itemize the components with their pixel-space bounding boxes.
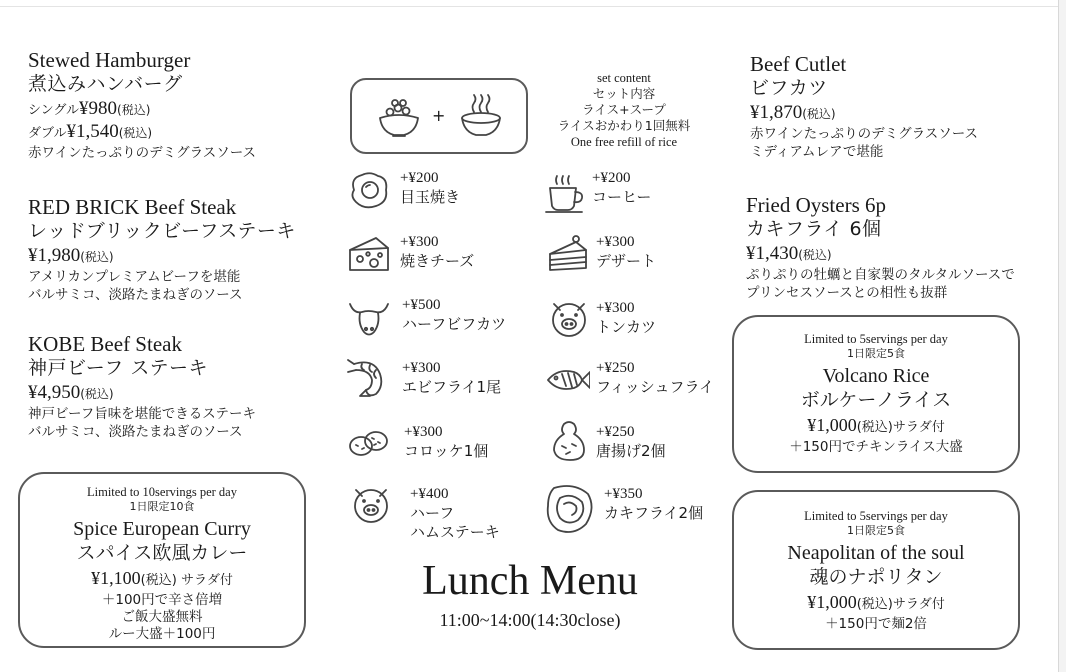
item-name-en: Beef Cutlet <box>750 52 847 76</box>
item-name-jp: カキフライ 6個 <box>746 218 882 240</box>
cow-head-icon <box>346 296 392 340</box>
menu-item-beef-cutlet <box>750 52 978 161</box>
item-description: バルサミコ、淡路たまねぎのソース <box>28 424 243 440</box>
set-content-jp: セット内容 <box>592 86 656 101</box>
menu-item-stewed-hamburger <box>28 48 256 162</box>
item-description: ぷりぷりの牡蠣と自家製のタルタルソースで <box>746 267 1015 283</box>
special-name-jp: ボルケーノライス <box>800 389 952 411</box>
option-price: +¥300 <box>400 234 439 250</box>
item-name-jp: 煮込みハンバーグ <box>28 73 183 95</box>
oyster-icon <box>544 482 596 536</box>
option-name: コロッケ1個 <box>404 442 489 460</box>
menu-item-kobe-steak <box>28 332 256 441</box>
menu-title: Lunch Menu <box>422 558 638 604</box>
item-name-jp: 神戸ビーフ ステーキ <box>28 357 208 379</box>
limited-note-en: Limited to 10servings per day <box>87 485 237 499</box>
option-name: 唐揚げ2個 <box>596 442 666 460</box>
option-name: ハーフビフカツ <box>402 315 507 333</box>
item-price: ¥1,430(税込) <box>746 243 832 264</box>
option-name: カキフライ2個 <box>604 504 704 522</box>
option-price: +¥400 <box>410 486 449 502</box>
soup-bowl-icon <box>456 92 506 142</box>
option-name: フィッシュフライ <box>596 378 715 396</box>
limited-note-en: Limited to 5servings per day <box>804 509 948 523</box>
pig-head-icon <box>348 482 394 526</box>
viewer-top-edge <box>0 0 1058 7</box>
item-price: ¥1,980(税込) <box>28 245 114 266</box>
set-plus: + <box>432 106 446 125</box>
item-name-en: KOBE Beef Steak <box>28 332 182 356</box>
limited-note-en: Limited to 5servings per day <box>804 332 948 346</box>
special-box-curry <box>18 472 306 648</box>
option-name: デザート <box>596 252 657 270</box>
special-note: ご飯大盛無料 <box>121 609 203 625</box>
pig-head-icon <box>546 296 592 340</box>
option-price: +¥250 <box>596 360 635 376</box>
option-name: 焼きチーズ <box>400 252 475 270</box>
fish-icon <box>544 358 590 402</box>
option-price: +¥250 <box>596 424 635 440</box>
special-name-en: Neapolitan of the soul <box>787 542 965 564</box>
item-name-en: Stewed Hamburger <box>28 48 191 72</box>
item-description: ミディアムレアで堪能 <box>750 144 884 160</box>
option-name: エビフライ1尾 <box>402 378 502 396</box>
option-price: +¥200 <box>592 170 631 186</box>
special-name-jp: スパイス欧風カレー <box>76 542 248 564</box>
rice-bowl-icon <box>374 92 424 142</box>
special-box-neapolitan <box>732 490 1020 650</box>
item-name-en: Fried Oysters 6p <box>746 193 886 217</box>
special-name-en: Volcano Rice <box>822 365 930 387</box>
option-name: ハーフ <box>410 504 455 522</box>
option-price: +¥200 <box>400 170 439 186</box>
croquette-icon <box>346 422 392 466</box>
set-content-en: set content <box>597 71 651 85</box>
option-name: トンカツ <box>596 318 657 336</box>
fried-chicken-icon <box>546 418 592 462</box>
set-content-refill-en: One free refill of rice <box>570 135 678 149</box>
option-price: +¥300 <box>404 424 443 440</box>
option-price: +¥300 <box>596 300 635 316</box>
special-note: ルー大盛＋100円 <box>108 626 216 642</box>
fried-egg-icon <box>346 168 392 212</box>
special-note: ＋150円でチキンライス大盛 <box>789 439 963 455</box>
set-content-items: ライス+スープ <box>582 102 666 117</box>
special-note: ＋100円で辛さ倍増 <box>101 592 223 608</box>
menu-item-red-brick-steak <box>28 195 296 304</box>
menu-item-fried-oysters <box>746 193 1015 302</box>
option-price: +¥300 <box>596 234 635 250</box>
item-description: プリンセスソースとの相性も抜群 <box>746 285 948 301</box>
item-description: バルサミコ、淡路たまねぎのソース <box>28 287 243 303</box>
limited-note-jp: 1日限定5食 <box>847 524 905 537</box>
option-price: +¥350 <box>604 486 643 502</box>
special-note: ＋150円で麺2倍 <box>825 616 927 632</box>
set-content-text <box>548 70 700 150</box>
viewer-scrollbar[interactable] <box>1058 0 1066 672</box>
set-content-box <box>350 78 528 154</box>
special-price: ¥1,000(税込)サラダ付 <box>807 592 945 612</box>
option-name: 目玉焼き <box>400 188 461 206</box>
special-name-en: Spice European Curry <box>73 518 251 540</box>
option-price: +¥500 <box>402 297 441 313</box>
item-price-single: シングル¥980(税込) <box>28 98 151 119</box>
option-name: コーヒー <box>592 188 652 206</box>
special-box-volcano-rice <box>732 315 1020 473</box>
item-price-double: ダブル¥1,540(税込) <box>28 121 153 142</box>
item-name-jp: ビフカツ <box>750 77 828 99</box>
item-price: ¥1,870(税込) <box>750 102 836 123</box>
item-price: ¥4,950(税込) <box>28 382 114 403</box>
special-price: ¥1,000(税込)サラダ付 <box>807 415 945 435</box>
limited-note-jp: 1日限定5食 <box>847 347 905 360</box>
set-content-refill-jp: ライスおかわり1回無料 <box>557 118 691 133</box>
coffee-cup-icon <box>542 170 588 214</box>
item-name-en: RED BRICK Beef Steak <box>28 195 237 219</box>
special-name-jp: 魂のナポリタン <box>809 566 943 588</box>
limited-note-jp: 1日限定10食 <box>129 500 195 513</box>
special-price: ¥1,100(税込) サラダ付 <box>91 568 233 588</box>
option-name: ハムステーキ <box>410 523 500 541</box>
item-name-jp: レッドブリックビーフステーキ <box>28 220 296 242</box>
item-description: 神戸ビーフ旨味を堪能できるステーキ <box>28 406 257 422</box>
item-description: アメリカンプレミアムビーフを堪能 <box>28 269 241 285</box>
shrimp-icon <box>346 356 392 400</box>
cake-slice-icon <box>546 232 592 276</box>
option-price: +¥300 <box>402 360 441 376</box>
opening-hours: 11:00~14:00(14:30close) <box>439 610 621 630</box>
cheese-icon <box>346 232 392 276</box>
item-description: 赤ワインたっぷりのデミグラスソース <box>750 126 979 142</box>
item-description: 赤ワインたっぷりのデミグラスソース <box>28 145 257 161</box>
